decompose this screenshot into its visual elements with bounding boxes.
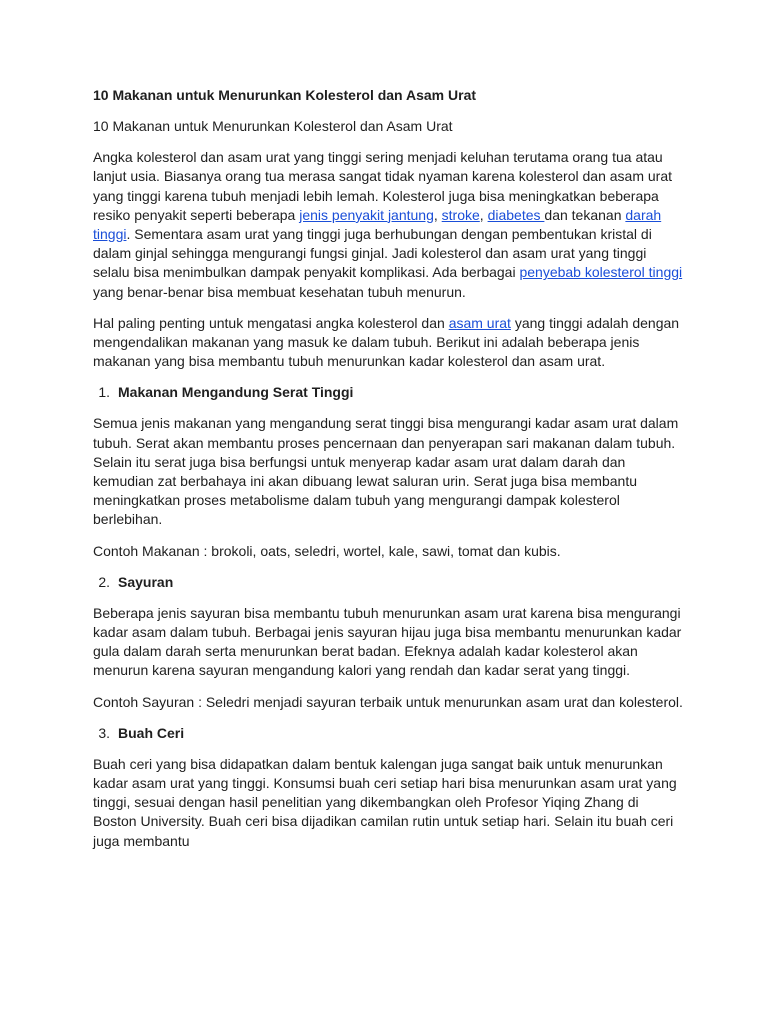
link-darah-tinggi[interactable]: darah tinggi xyxy=(93,206,662,243)
list-item-heading xyxy=(93,383,683,402)
para2-text-2: yang tinggi adalah dengan mengendalikan makanan yang masuk ke dalam tubuh. Berikut ini adalah beberapa jenis makanan yang bisa membantu tubuh menurunkan kadar kolesterol dan asam urat. xyxy=(93,314,680,370)
list-item-number: 3. xyxy=(98,724,110,741)
link-diabetes[interactable]: diabetes xyxy=(487,206,545,223)
document-subtitle: 10 Makanan untuk Menurunkan Kolesterol dan Asam Urat xyxy=(93,118,453,134)
list-item-number: 1. xyxy=(98,384,110,401)
document-title: 10 Makanan untuk Menurunkan Kolesterol dan Asam Urat xyxy=(93,87,477,103)
list-item-heading xyxy=(93,573,683,592)
list-item-example: Contoh Sayuran : Seledri menjadi sayuran terbaik untuk menurunkan asam urat dan kolesterol. xyxy=(93,693,683,710)
intro-text-6: yang benar-benar bisa membuat kesehatan tubuh menurun. xyxy=(93,283,466,300)
link-penyebab-kolesterol-tinggi[interactable]: penyebab kolesterol tinggi xyxy=(519,264,683,281)
list-item-number: 2. xyxy=(98,573,110,590)
intro-text-2: , xyxy=(433,206,442,223)
list-item-title: Sayuran xyxy=(118,573,174,590)
list-item-example: Contoh Makanan : brokoli, oats, seledri, wortel, kale, sawi, tomat dan kubis. xyxy=(93,542,561,559)
list-item-body: Beberapa jenis sayuran bisa membantu tubuh menurunkan asam urat karena bisa mengurangi kadar asam dalam tubuh. Berbagai jenis sayuran hijau juga bisa membantu menurunkan kadar gula dalam darah serta menurunkan berat badan. Efeknya adalah kadar kolesterol akan menurun karena sayuran mengandung kalori yang rendah dan kadar serat yang tinggi. xyxy=(93,604,682,679)
intro-paragraph xyxy=(93,148,683,302)
link-stroke[interactable]: stroke xyxy=(441,206,480,223)
list-item-heading xyxy=(93,724,683,743)
list-item-body: Semua jenis makanan yang mengandung serat tinggi bisa mengurangi kadar asam urat dalam tubuh. Serat akan membantu proses pencernaan dan penyerapan sari makanan dalam tubuh. Selain itu serat juga bisa berfungsi untuk menyerap kadar asam urat dalam darah dan kemudian zat berbahaya ini akan dibuang lewat saluran urin. Serat juga bisa membantu meningkatkan proses metabolisme dalam tubuh yang mengurangi dampak kolesterol berlebihan. xyxy=(93,415,679,528)
link-asam-urat[interactable]: asam urat xyxy=(448,314,511,331)
intro-text-4: dan tekanan xyxy=(544,206,626,223)
list-item-body: Buah ceri yang bisa didapatkan dalam bentuk kalengan juga sangat baik untuk menurunkan kadar asam urat yang tinggi. Konsumsi buah ceri setiap hari bisa menurunkan asam urat yang tinggi, sesuai dengan hasil penelitian yang dikembangkan oleh Profesor Yiqing Zhang di Boston University. Buah ceri bisa dijadikan camilan rutin untuk setiap hari. Selain itu buah ceri juga membantu xyxy=(93,755,677,849)
intro-text-1: Angka kolesterol dan asam urat yang tinggi sering menjadi keluhan terutama orang tua atau lanjut usia. Biasanya orang tua merasa sangat tidak nyaman karena kolesterol dan asam urat yang tinggi karena tubuh menjadi lebih lemah. Kolesterol juga bisa meningkatkan beberapa resiko penyakit seperti beberapa xyxy=(93,149,673,223)
list-item-title: Buah Ceri xyxy=(118,724,185,741)
intro-text-3: , xyxy=(479,206,488,223)
list-item-title: Makanan Mengandung Serat Tinggi xyxy=(118,384,354,401)
document-page xyxy=(93,86,683,851)
intro-text-5: . Sementara asam urat yang tinggi juga berhubungan dengan pembentukan kristal di dalam ginjal sehingga mengurangi fungsi ginjal. Jadi kolesterol dan asam urat yang tinggi selalu bisa menimbulkan dampak penyakit komplikasi. Ada berbagai xyxy=(93,226,652,281)
link-jenis-penyakit-jantung[interactable]: jenis penyakit jantung xyxy=(299,206,434,223)
second-paragraph xyxy=(93,314,683,372)
para2-text-1: Hal paling penting untuk mengatasi angka kolesterol dan xyxy=(93,314,449,331)
